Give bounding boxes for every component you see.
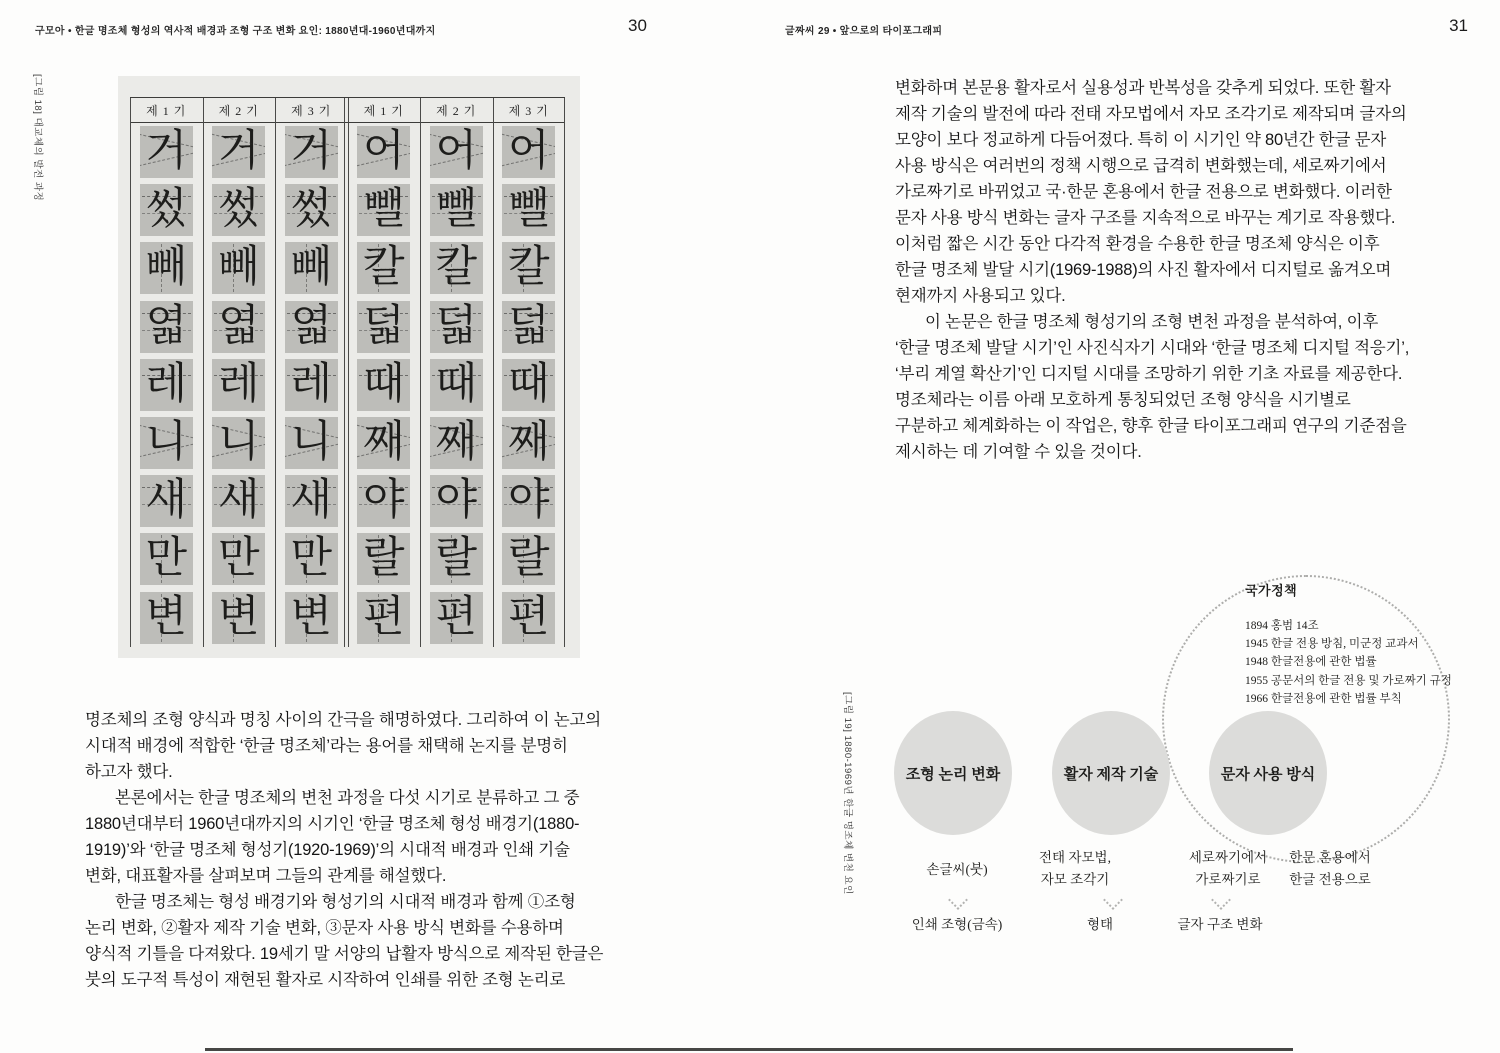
figure-cell [130, 589, 203, 647]
figure-cell [348, 239, 421, 297]
figure-rule [275, 98, 276, 647]
figure-cell [348, 589, 421, 647]
right-body-text [895, 75, 1440, 465]
body-line: 변화, 대표활자를 살펴보며 그들의 관계를 해설했다. [85, 867, 447, 885]
specimen-glyph: 레 [212, 359, 265, 411]
figure-cell [203, 589, 276, 647]
specimen-glyph: 엷 [212, 301, 265, 353]
factor-label: 활자 제작 기술 [1063, 766, 1159, 783]
figure-cell [493, 414, 566, 472]
specimen-glyph: 덟 [502, 301, 555, 353]
specimen-glyph: 덟 [430, 301, 483, 353]
figure-cell [275, 181, 348, 239]
body-line: 1880년대부터 1960년대까지의 시기인 ‘한글 명조체 형성 배경기(1880- [85, 815, 580, 833]
specimen-glyph: 썼 [212, 184, 265, 236]
flow-to-print-form: 인쇄 조형(금속) [911, 917, 1003, 932]
figure-cell [493, 589, 566, 647]
chevron-down-icon [1211, 890, 1231, 910]
figure-cell [130, 298, 203, 356]
specimen-glyph: 칼 [502, 242, 555, 294]
factor-circle-type-making [1052, 711, 1170, 835]
flow-line: 한글 전용으로 [1289, 872, 1371, 887]
figure-cell [203, 356, 276, 414]
figure-rule [130, 98, 131, 647]
body-line: 시대적 배경에 적합한 ‘한글 명조체’라는 용어를 채택해 논지를 분명히 [85, 737, 568, 755]
figure-cell [493, 298, 566, 356]
figure-cell [275, 239, 348, 297]
body-line: 사용 방식은 여러번의 정책 시행으로 급격히 변화했는데, 세로짜기에서 [895, 157, 1387, 175]
specimen-glyph: 뺄 [430, 184, 483, 236]
figure-cell [203, 181, 276, 239]
specimen-glyph: 새 [140, 475, 193, 527]
figure-column-header: 제 3 기 [291, 103, 332, 118]
figure18-caption: [그림 18] 대교체의 발전 과정 [32, 74, 43, 202]
body-line: 한글 명조체 발달 시기(1969-1988)의 사진 활자에서 디지털로 옮겨오며 [895, 261, 1392, 279]
figure-cell [203, 123, 276, 181]
specimen-glyph: 편 [430, 592, 483, 644]
specimen-glyph: 거 [212, 126, 265, 178]
specimen-glyph: 빼 [212, 242, 265, 294]
body-line: 양식적 기틀을 다져왔다. 19세기 말 서양의 납활자 방식으로 제작된 한글은 [85, 945, 604, 963]
policy-item: 1894 홍범 14조 [1245, 620, 1319, 632]
body-line: 논리 변화, ②활자 제작 기술 변화, ③문자 사용 방식 변화를 수용하며 [85, 919, 564, 937]
specimen-glyph: 썼 [140, 184, 193, 236]
body-line: 현재까지 사용되고 있다. [895, 287, 1066, 305]
figure-cell [203, 472, 276, 530]
chevron-down-icon [1103, 890, 1123, 910]
specimen-glyph: 변 [212, 592, 265, 644]
figure-rule [564, 98, 565, 647]
figure-column-header: 제 2 기 [436, 103, 477, 118]
figure-cell [130, 414, 203, 472]
figure-cell [130, 530, 203, 588]
figure-cell [275, 472, 348, 530]
figure-column-header: 제 1 기 [146, 103, 187, 118]
specimen-glyph: 니 [285, 417, 338, 469]
figure-cell [493, 472, 566, 530]
page-number-right: 31 [1449, 16, 1468, 35]
figure-cell [130, 123, 203, 181]
body-line: 구분하고 체계화하는 이 작업은, 향후 한글 타이포그래피 연구의 기준점을 [895, 417, 1407, 435]
figure-cell [348, 356, 421, 414]
body-line: 명조체의 조형 양식과 명칭 사이의 간극을 해명하였다. 그리하여 이 논고의 [85, 711, 602, 729]
figure-cell [493, 123, 566, 181]
specimen-glyph: 랄 [357, 533, 410, 585]
specimen-glyph: 썼 [285, 184, 338, 236]
figure-cell [348, 530, 421, 588]
flow-from-hanja-mixed [1240, 847, 1420, 891]
specimen-glyph: 니 [212, 417, 265, 469]
body-line: 명조체라는 이름 아래 모호하게 통칭되었던 조형 양식을 시기별로 [895, 391, 1351, 409]
policy-item: 1966 한글전용에 관한 법률 부칙 [1245, 692, 1402, 705]
chevron-down-icon [948, 890, 968, 910]
specimen-glyph: 레 [285, 359, 338, 411]
body-line: 문자 사용 방식 변화는 글자 구조를 지속적으로 바꾸는 계기로 작용했다. [895, 209, 1396, 227]
figure-cell [420, 356, 493, 414]
national-policy-list [1245, 617, 1452, 708]
figure-column-header: 제 2 기 [218, 103, 259, 118]
flow-to-letter-structure: 글자 구조 변화 [1177, 917, 1263, 932]
figure-cell [348, 472, 421, 530]
specimen-glyph: 레 [140, 359, 193, 411]
scan-edge-line [205, 1048, 1293, 1051]
flow-line: 자모 조각기 [1040, 872, 1110, 887]
left-body-text [85, 707, 630, 993]
body-line: 변화하며 본문용 활자로서 실용성과 반복성을 갖추게 되었다. 또한 활자 [895, 79, 1391, 97]
specimen-glyph: 야 [502, 475, 555, 527]
figure-cell [493, 181, 566, 239]
specimen-glyph: 칼 [430, 242, 483, 294]
specimen-glyph: 째 [502, 417, 555, 469]
figure-rule [344, 98, 345, 647]
figure-cell [275, 298, 348, 356]
figure-cell [203, 239, 276, 297]
body-line: 하고자 했다. [85, 763, 173, 781]
figure-cell [348, 298, 421, 356]
body-line: 이처럼 짧은 시간 동안 다각적 환경을 수용한 한글 명조체 양식은 이후 [895, 235, 1380, 253]
figure-cell [130, 239, 203, 297]
specimen-glyph: 때 [502, 359, 555, 411]
figure-cell [420, 589, 493, 647]
flow-from-handwriting: 손글씨(붓) [926, 862, 988, 877]
figure-cell [348, 181, 421, 239]
figure-cell [420, 472, 493, 530]
specimen-glyph: 변 [140, 592, 193, 644]
figure-column-header: 제 1 기 [363, 103, 404, 118]
body-line: 본론에서는 한글 명조체의 변천 과정을 다섯 시기로 분류하고 그 중 [115, 789, 580, 807]
factor-label: 문자 사용 방식 [1220, 766, 1316, 783]
factor-circle-writing-mode [1209, 711, 1327, 835]
figure-cell [420, 298, 493, 356]
policy-item: 1955 공문서의 한글 전용 및 가로짜기 규정 [1245, 674, 1452, 687]
policy-item: 1945 한글 전용 방침, 미군정 교과서 [1245, 638, 1419, 651]
specimen-glyph: 편 [357, 592, 410, 644]
specimen-glyph: 만 [285, 533, 338, 585]
flow-line: 한문 혼용에서 [1289, 850, 1371, 865]
specimen-glyph: 어 [430, 126, 483, 178]
factor-circle-form-logic [894, 711, 1012, 835]
figure-cell [275, 589, 348, 647]
national-policy-block [1245, 580, 1452, 708]
specimen-glyph: 만 [140, 533, 193, 585]
figure-cell [203, 414, 276, 472]
page-number-left: 30 [628, 16, 647, 35]
running-title-right: 글짜씨 29 • 앞으로의 타이포그래피 [785, 26, 943, 37]
specimen-glyph: 빼 [285, 242, 338, 294]
policy-item: 1948 한글전용에 관한 법률 [1245, 656, 1377, 669]
specimen-glyph: 새 [212, 475, 265, 527]
running-title-left: 구모아 • 한글 명조체 형성의 역사적 배경과 조형 구조 변화 요인: 1880년대-1960년대까지 [35, 26, 436, 37]
body-line: 1919)’와 ‘한글 명조체 형성기(1920-1969)’의 시대적 배경과 인쇄 기술 [85, 841, 570, 859]
specimen-glyph: 어 [502, 126, 555, 178]
figure-cell [493, 239, 566, 297]
national-policy-title: 국가정책 [1245, 583, 1298, 598]
figure-cell [420, 123, 493, 181]
specimen-glyph: 때 [430, 359, 483, 411]
figure-column-header: 제 3 기 [508, 103, 549, 118]
figure18-table [130, 97, 565, 647]
figure18-scan [118, 76, 580, 658]
specimen-glyph: 편 [502, 592, 555, 644]
specimen-glyph: 랄 [502, 533, 555, 585]
body-line: 이 논문은 한글 명조체 형성기의 조형 변천 과정을 분석하여, 이후 [925, 313, 1379, 331]
body-line: 붓의 도구적 특성이 재현된 활자로 시작하여 인쇄를 위한 조형 논리로 [85, 971, 566, 989]
figure-cell [348, 414, 421, 472]
figure-cell [275, 414, 348, 472]
figure-cell [275, 356, 348, 414]
specimen-glyph: 칼 [357, 242, 410, 294]
figure-cell [348, 123, 421, 181]
body-line: 가로짜기로 바뀌었고 국·한문 혼용에서 한글 전용으로 변화했다. 이러한 [895, 183, 1392, 201]
figure-cell [275, 123, 348, 181]
figure-rule [420, 98, 421, 647]
figure-rule [493, 98, 494, 647]
specimen-glyph: 엷 [140, 301, 193, 353]
figure-rule [348, 98, 349, 647]
figure-cell [130, 181, 203, 239]
figure-cell [493, 356, 566, 414]
body-line: ‘부리 계열 확산기’인 디지털 시대를 조망하기 위한 기초 자료를 제공한다. [895, 365, 1403, 383]
factor-label: 조형 논리 변화 [905, 766, 1001, 783]
body-line: ‘한글 명조체 발달 시기’인 사진식자기 시대와 ‘한글 명조체 디지털 적응기’, [895, 339, 1410, 357]
flow-line: 전태 자모법, [1039, 850, 1111, 865]
body-line: 제작 기술의 발전에 따라 전태 자모법에서 자모 조각기로 제작되며 글자의 [895, 105, 1407, 123]
specimen-glyph: 거 [285, 126, 338, 178]
figure-cell [420, 414, 493, 472]
specimen-glyph: 때 [357, 359, 410, 411]
body-line: 한글 명조체는 형성 배경기와 형성기의 시대적 배경과 함께 ①조형 [115, 893, 576, 911]
flow-to-shape: 형태 [1086, 917, 1114, 932]
figure-rule [203, 98, 204, 647]
specimen-glyph: 어 [357, 126, 410, 178]
figure-cell [203, 298, 276, 356]
specimen-glyph: 야 [430, 475, 483, 527]
specimen-glyph: 째 [357, 417, 410, 469]
figure-cell [130, 356, 203, 414]
specimen-glyph: 거 [140, 126, 193, 178]
figure-cell [493, 530, 566, 588]
specimen-glyph: 변 [285, 592, 338, 644]
specimen-glyph: 엷 [285, 301, 338, 353]
figure-cell [275, 530, 348, 588]
flow-line: 세로짜기에서 [1188, 850, 1268, 865]
body-line: 제시하는 데 기여할 수 있을 것이다. [895, 443, 1142, 461]
specimen-glyph: 새 [285, 475, 338, 527]
figure-cell [420, 530, 493, 588]
specimen-glyph: 빼 [140, 242, 193, 294]
specimen-glyph: 째 [430, 417, 483, 469]
specimen-glyph: 야 [357, 475, 410, 527]
body-line: 모양이 보다 정교하게 다듬어졌다. 특히 이 시기인 약 80년간 한글 문자 [895, 131, 1387, 149]
figure-cell [420, 181, 493, 239]
figure-cell [420, 239, 493, 297]
figure-cell [203, 530, 276, 588]
figure19-caption: [그림 19] 1880-1969년 한글 명조체 변천 요인 [842, 692, 853, 895]
specimen-glyph: 랄 [430, 533, 483, 585]
specimen-glyph: 뺄 [357, 184, 410, 236]
flow-line: 가로짜기로 [1195, 872, 1261, 887]
figure-cell [130, 472, 203, 530]
specimen-glyph: 덟 [357, 301, 410, 353]
specimen-glyph: 뺄 [502, 184, 555, 236]
specimen-glyph: 만 [212, 533, 265, 585]
specimen-glyph: 니 [140, 417, 193, 469]
